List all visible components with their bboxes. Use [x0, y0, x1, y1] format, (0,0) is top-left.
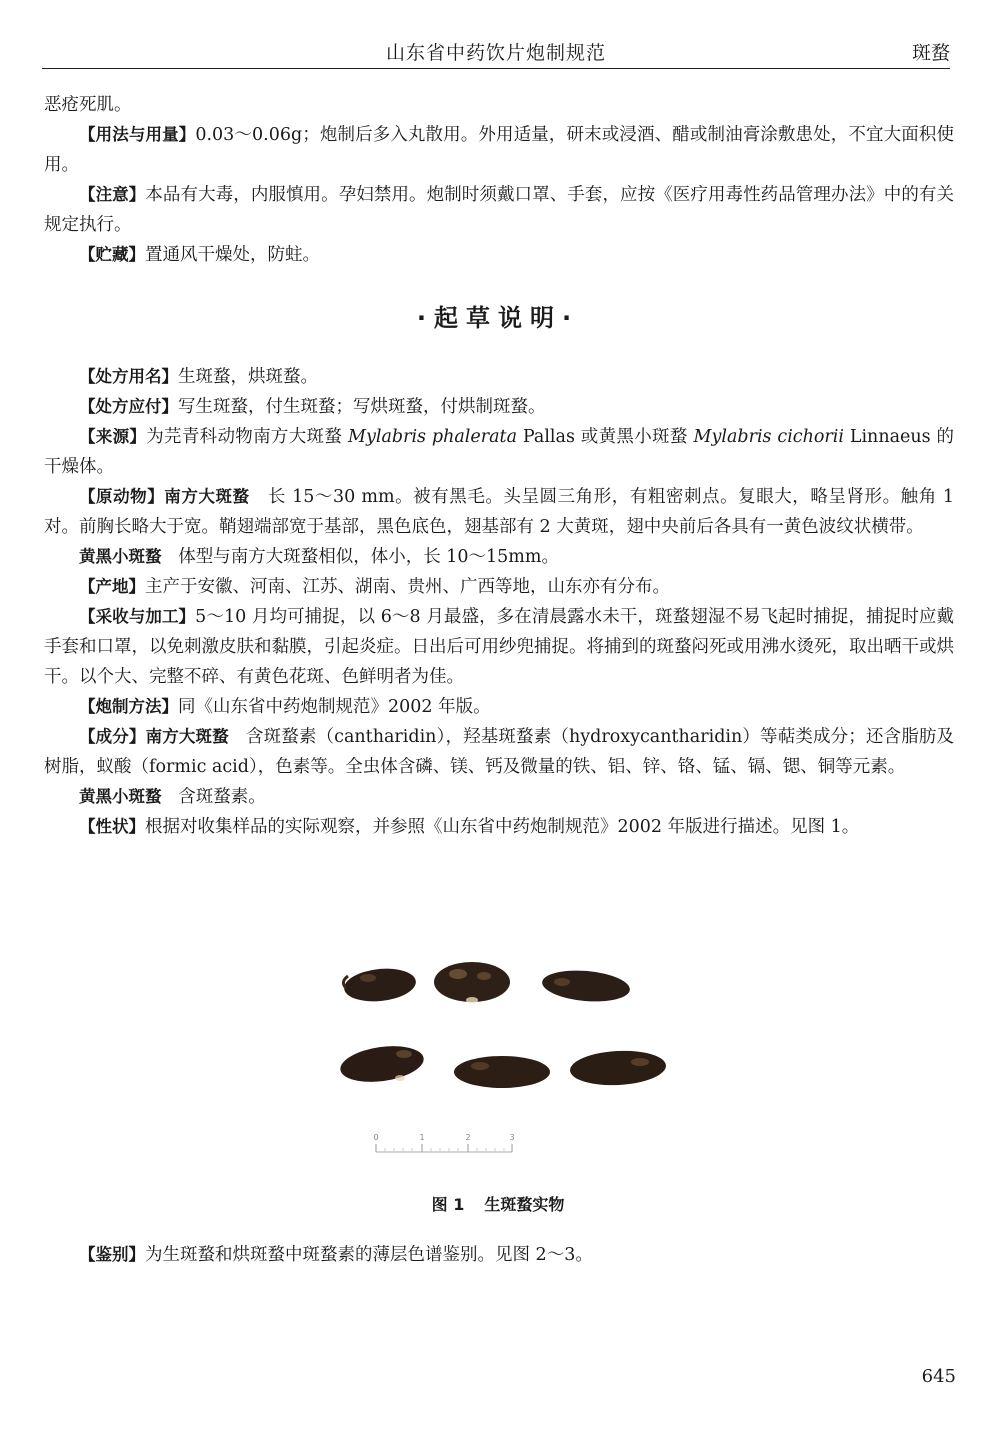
- source-paragraph: [44, 422, 954, 482]
- origin-label: 【产地】: [79, 577, 145, 596]
- beetle-specimen: [434, 962, 510, 1003]
- animal-text: 长 15～30 mm。被有黑毛。头呈圆三角形，有粗密刺点。复眼大，略呈肾形。触角 1 对。前胸长略大于宽。鞘翅端部宽于基部，黑色底色，翅基部有 2 大黄斑，翅中央前后各具有一黄色波纹状横带。: [44, 487, 955, 537]
- rx-fill-paragraph: [44, 392, 954, 422]
- harvest-paragraph: [44, 602, 954, 692]
- composition-subtitle: 黄黑小斑蝥: [79, 787, 162, 806]
- book-title: 山东省中药饮片炮制规范: [385, 42, 606, 64]
- beetle-specimens-image: [300, 930, 700, 1170]
- animal-paragraph: [44, 482, 954, 542]
- animal-label: 【原动物】: [79, 487, 165, 506]
- process-text: 同《山东省中药炮制规范》2002 年版。: [178, 697, 491, 717]
- animal-paragraph-2: [44, 542, 954, 572]
- ruler-tick-label: 3: [509, 1133, 515, 1142]
- draft-block: [44, 362, 954, 842]
- usage-paragraph: [44, 120, 954, 180]
- character-label: 【性状】: [79, 817, 145, 836]
- harvest-text: 5～10 月均可捕捉，以 6～8 月最盛，多在清晨露水未干，斑蝥翅湿不易飞起时捕捉，捕捉时应戴手套和口罩，以免刺激皮肤和黏膜，引起炎症。日出后可用纱兜捕捉。将捕到的斑蝥闷死或用沸水烫死，取出晒干或烘干。以个大、完整不碎、有黄色花斑、色鲜明者为佳。: [44, 607, 955, 687]
- source-label: 【来源】: [79, 427, 147, 446]
- animal-subtitle: 黄黑小斑蝥: [79, 547, 162, 566]
- rx-name-text: 生斑蝥，烘斑蝥。: [178, 367, 318, 387]
- caution-paragraph: [44, 180, 954, 240]
- identify-text: 为生斑蝥和烘斑蝥中斑蝥素的薄层色谱鉴别。见图 2～3。: [145, 1245, 593, 1265]
- animal-text: 体型与南方大斑蝥相似，体小，长 10～15mm。: [178, 547, 559, 567]
- top-block: [44, 90, 954, 270]
- figure-photo: [300, 930, 700, 1170]
- character-paragraph: [44, 812, 954, 842]
- beetle-specimen: [338, 1041, 426, 1086]
- rx-fill-text: 写生斑蝥，付生斑蝥；写烘斑蝥，付烘制斑蝥。: [178, 397, 546, 417]
- composition-text: 含斑蝥素。: [178, 787, 266, 807]
- usage-label: 【用法与用量】: [79, 125, 196, 144]
- character-text: 根据对收集样品的实际观察，并参照《山东省中药炮制规范》2002 年版进行描述。见图 1。: [145, 817, 860, 837]
- ruler-tick-label: 2: [465, 1133, 471, 1142]
- ruler-tick-label: 0: [373, 1133, 379, 1142]
- storage-paragraph: [44, 240, 954, 270]
- process-paragraph: [44, 692, 954, 722]
- beetle-specimen: [541, 967, 631, 1005]
- scale-ruler: [373, 1133, 514, 1152]
- storage-label: 【贮藏】: [79, 245, 145, 264]
- identify-label: 【鉴别】: [79, 1245, 145, 1264]
- identify-block: [44, 1240, 954, 1270]
- source-text: Pallas 或黄黑小斑蝥: [517, 427, 694, 447]
- ruler-tick-label: 1: [419, 1133, 425, 1142]
- continued-line: 恶疮死肌。: [44, 95, 132, 115]
- rx-fill-label: 【处方应付】: [79, 397, 178, 416]
- page-number: 645: [921, 1366, 956, 1387]
- caution-text: 本品有大毒，内服慎用。孕妇禁用。炮制时须戴口罩、手套，应按《医疗用毒性药品管理办法》中的有关规定执行。: [44, 185, 954, 235]
- figure-caption-text: 生斑蝥实物: [484, 1195, 565, 1214]
- source-text: Linnaeus 的干燥体。: [44, 427, 955, 477]
- caution-label: 【注意】: [79, 185, 146, 204]
- composition-paragraph-2: [44, 782, 954, 812]
- entry-title: 斑蝥: [911, 42, 950, 64]
- running-header: [42, 34, 950, 69]
- source-text: 为芫青科动物南方大斑蝥: [146, 427, 349, 447]
- source-latin-name: Mylabris phalerata: [348, 427, 518, 447]
- identify-paragraph: [44, 1240, 954, 1270]
- usage-text: 0.03～0.06g；炮制后多入丸散用。外用适量，研末或浸酒、醋或制油膏涂敷患处，不宜大面积使用。: [44, 125, 954, 175]
- harvest-label: 【采收与加工】: [79, 607, 196, 626]
- composition-paragraph: [44, 722, 954, 782]
- composition-text: 含斑蝥素（cantharidin），羟基斑蝥素（hydroxycantharidin）等萜类成分；还含脂肪及树脂，蚁酸（formic acid），色素等。全虫体含磷、镁、钙及微量的铁、铝、锌、铬、锰、镉、锶、铜等元素。: [44, 727, 954, 777]
- section-title: ·起草说明·: [416, 304, 580, 332]
- source-latin-name: Mylabris cichorii: [693, 427, 844, 447]
- rx-name-paragraph: [44, 362, 954, 392]
- process-label: 【炮制方法】: [79, 697, 178, 716]
- origin-paragraph: [44, 572, 954, 602]
- composition-label: 【成分】: [79, 727, 146, 746]
- origin-text: 主产于安徽、河南、江苏、湖南、贵州、广西等地，山东亦有分布。: [145, 577, 670, 597]
- rx-name-label: 【处方用名】: [79, 367, 178, 386]
- composition-subtitle: 南方大斑蝥: [145, 727, 229, 746]
- beetle-specimen: [454, 1056, 550, 1088]
- storage-text: 置通风干燥处，防蛀。: [145, 245, 320, 265]
- beetle-specimen: [569, 1049, 667, 1088]
- figure-number: 图 1: [431, 1195, 465, 1214]
- figure-caption: [0, 1192, 996, 1215]
- beetle-specimen: [343, 965, 418, 1004]
- animal-subtitle: 南方大斑蝥: [164, 487, 250, 506]
